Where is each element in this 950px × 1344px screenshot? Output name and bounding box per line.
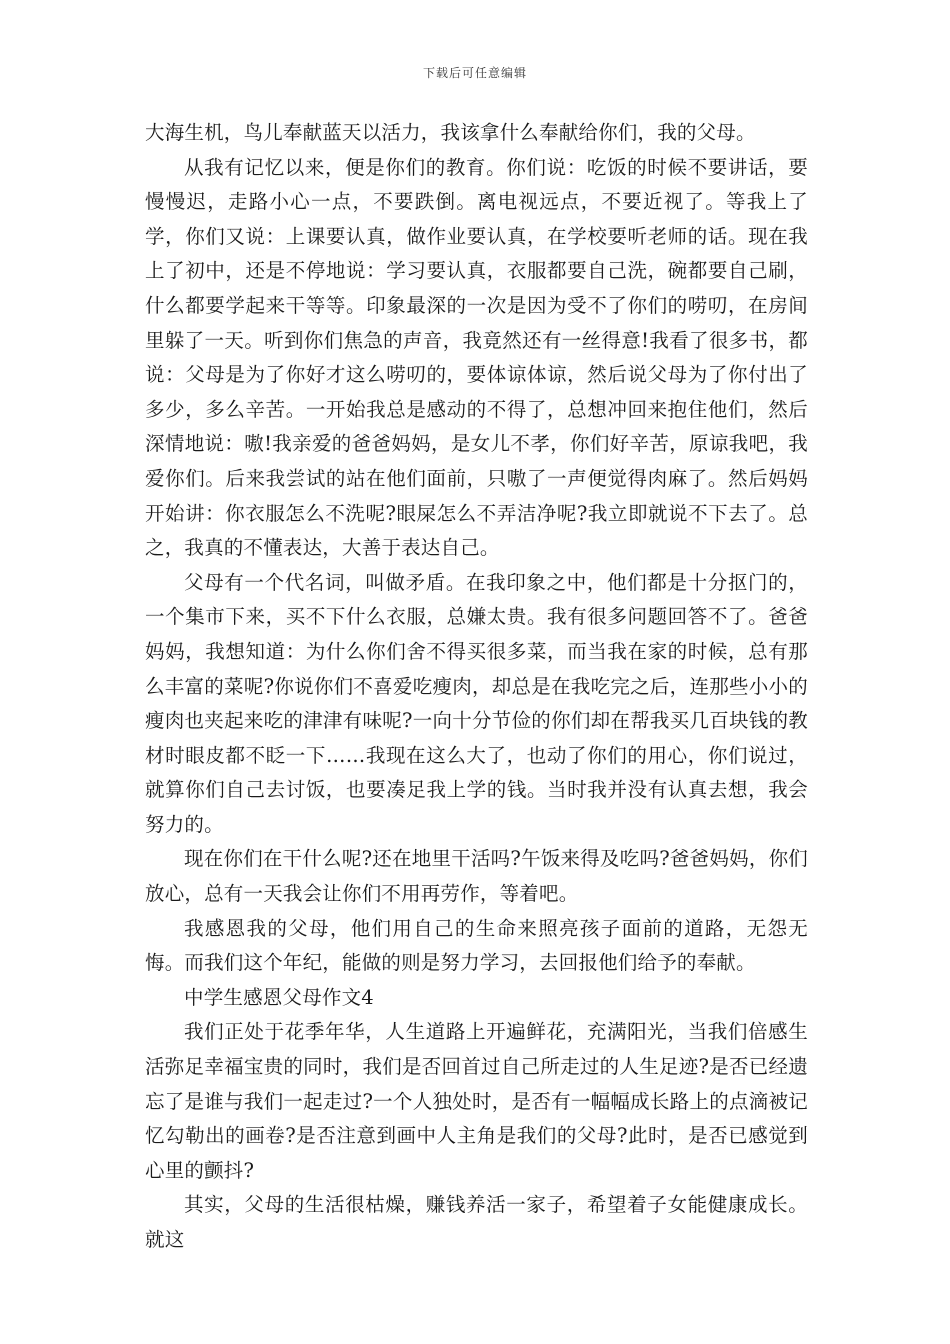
paragraph: 从我有记忆以来，便是你们的教育。你们说：吃饭的时候不要讲话，要慢慢迟，走路小心一点，不要跌倒。离电视远点，不要近视了。等我上了学，你们又说：上课要认真，做作业要认真，在学校要听老师的话。现在我上了初中，还是不停地说：学习要认真，衣服都要自己洗，碗都要自己刷，什么都要学起来干等等。印象最深的一次是因为受不了你们的唠叨，在房间里躲了一天。听到你们焦急的声音，我竟然还有一丝得意!我看了很多书，都说：父母是为了你好才这么唠叨的，要体谅体谅，然后说父母为了你付出了多少，多么辛苦。一开始我总是感动的不得了，总想冲回来抱住他们，然后深情地说：嗷!我亲爱的爸爸妈妈，是女儿不孝，你们好辛苦，原谅我吧，我爱你们。后来我尝试的站在他们面前，只嗷了一声便觉得肉麻了。然后妈妈开始讲：你衣服怎么不洗呢?眼屎怎么不弄洁净呢?我立即就说不下去了。总之，我真的不懂表达，大善于表达自己。 (145, 155, 808, 560)
document-body (145, 116, 808, 1258)
paragraph: 现在你们在干什么呢?还在地里干活吗?午饭来得及吃吗?爸爸妈妈，你们放心，总有一天我会让你们不用再劳作，等着吧。 (145, 847, 808, 906)
paragraph: 父母有一个代名词，叫做矛盾。在我印象之中，他们都是十分抠门的，一个集市下来，买不下什么衣服，总嫌太贵。我有很多问题回答不了。爸爸妈妈，我想知道：为什么你们舍不得买很多菜，而当我在家的时候，总有那么丰富的菜呢?你说你们不喜爱吃瘦肉，却总是在我吃完之后，连那些小小的瘦肉也夹起来吃的津津有味呢?一向十分节俭的你们却在帮我买几百块钱的教材时眼皮都不眨一下……我现在这么大了，也动了你们的用心，你们说过，就算你们自己去讨饭，也要凑足我上学的钱。当时我并没有认真去想，我会努力的。 (145, 570, 808, 836)
paragraph: 大海生机，鸟儿奉献蓝天以活力，我该拿什么奉献给你们，我的父母。 (145, 121, 756, 144)
paragraph: 我们正处于花季年华，人生道路上开遍鲜花，充满阳光，当我们倍感生活弥足幸福宝贵的同时，我们是否回首过自己所走过的人生足迹?是否已经遗忘了是谁与我们一起走过?一个人独处时，是否有一幅幅成长路上的点滴被记忆勾勒出的画卷?是否注意到画中人主角是我们的父母?此时，是否已感觉到心里的颤抖? (145, 1020, 808, 1182)
paragraph: 我感恩我的父母，他们用自己的生命来照亮孩子面前的道路，无怨无悔。而我们这个年纪，能做的则是努力学习，去回报他们给予的奉献。 (145, 916, 808, 975)
paragraph: 其实，父母的生活很枯燥，赚钱养活一家子，希望着子女能健康成长。就这 (145, 1193, 808, 1251)
page-header: 下载后可任意编辑 (422, 66, 527, 80)
section-heading: 中学生感恩父母作文4 (184, 985, 374, 1009)
